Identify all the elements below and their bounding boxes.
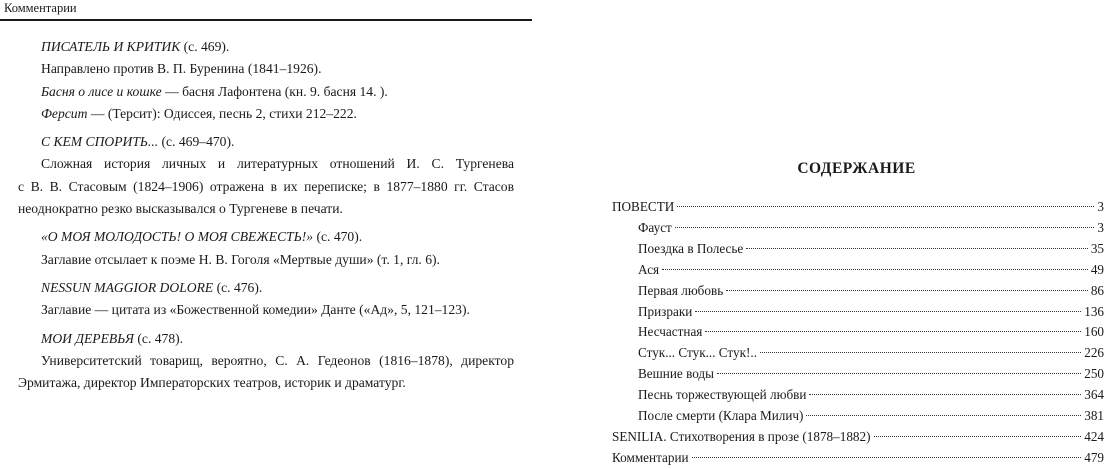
toc-leader-dots — [662, 269, 1088, 270]
note-text: Университетский товарищ, вероятно, С. А. Гедеонов (1816–1878), директор — [41, 352, 514, 368]
note-entry — [0, 226, 514, 271]
toc-entry — [612, 197, 1104, 218]
note-text: Эрмитажа, директор Императорских театров, историк и драматург. — [18, 375, 406, 391]
toc-entry-page: 250 — [1084, 366, 1104, 382]
note-line — [0, 176, 514, 198]
toc-leader-dots — [809, 394, 1081, 395]
toc-leader-dots — [760, 352, 1081, 353]
note-text: Заглавие — цитата из «Божественной комедии» Данте («Ад», 5, 121–123). — [41, 302, 470, 318]
note-page-ref: (с. 470). — [313, 229, 363, 245]
note-title: ПИСАТЕЛЬ И КРИТИК — [41, 39, 181, 54]
toc-entry — [612, 302, 1104, 323]
toc-entry-page: 35 — [1090, 240, 1104, 256]
note-entry — [0, 277, 514, 322]
note-title: NESSUN MAGGIOR DOLORE — [41, 279, 214, 295]
toc-entry-label: Ася — [638, 261, 660, 277]
note-text: Сложная история личных и литературных отношений И. С. Тургенева — [41, 156, 514, 172]
note-page-ref: (с. 469–470). — [158, 134, 235, 150]
note-heading — [0, 36, 514, 58]
note-text: неоднократно резко высказывался о Тургеневе в печати. — [18, 201, 343, 217]
toc-entry-label: Первая любовь — [638, 282, 724, 298]
header-rule — [0, 19, 532, 21]
toc-entry — [612, 218, 1104, 239]
note-heading — [0, 131, 514, 153]
toc-entry-page: 136 — [1084, 303, 1104, 319]
toc-entry — [612, 343, 1104, 364]
note-page-ref: (с. 476). — [213, 279, 263, 295]
toc-leader-dots — [874, 436, 1082, 437]
toc-entry — [612, 385, 1104, 406]
toc-leader-dots — [675, 227, 1095, 228]
table-of-contents — [612, 197, 1104, 469]
toc-leader-dots — [677, 206, 1094, 207]
toc-leader-dots — [695, 311, 1081, 312]
note-title: «О МОЯ МОЛОДОСТЬ! О МОЯ СВЕЖЕСТЬ!» — [41, 229, 314, 245]
note-entry — [0, 131, 514, 220]
toc-entry — [612, 239, 1104, 260]
toc-entry-label: Комментарии — [612, 449, 689, 465]
toc-entry-page: 3 — [1097, 199, 1104, 214]
toc-entry-label: После смерти (Клара Милич) — [638, 408, 804, 424]
toc-entry-page: 381 — [1084, 408, 1104, 424]
note-line — [0, 153, 514, 175]
note-text: с В. В. Стасовым (1824–1906) отражена в их переписке; в 1877–1880 гг. Стасов — [18, 178, 514, 194]
toc-entry-label: Песнь торжествующей любви — [638, 387, 807, 403]
note-text: — (Терсит): Одиссея, песнь 2, стихи 212–222. — [87, 105, 357, 121]
toc-leader-dots — [692, 457, 1082, 458]
toc-leader-dots — [726, 290, 1088, 291]
left-page — [0, 0, 532, 452]
notes-list — [0, 36, 514, 400]
toc-entry-label: Вешние воды — [638, 366, 714, 382]
note-entry — [0, 36, 514, 125]
note-text: Направлено против В. П. Буренина (1841–1926). — [41, 61, 322, 77]
note-line — [0, 299, 514, 321]
toc-entry — [612, 260, 1104, 281]
toc-entry-label: Фауст — [638, 219, 672, 235]
note-text: — басня Лафонтена (кн. 9. басня 14. ). — [161, 83, 388, 99]
toc-entry-page: 226 — [1084, 345, 1104, 361]
toc-entry-page: 86 — [1090, 282, 1104, 298]
toc-entry-page: 49 — [1090, 261, 1104, 277]
note-title: С КЕМ СПОРИТЬ... — [41, 134, 159, 150]
note-line — [0, 350, 514, 372]
toc-entry — [612, 281, 1104, 302]
toc-entry-label: SENILIA. Стихотворения в прозе (1878–1882) — [612, 428, 871, 444]
note-page-ref: (с. 478). — [134, 330, 184, 346]
toc-entry-label: Стук... Стук... Стук!.. — [638, 345, 757, 361]
note-entry — [0, 328, 514, 395]
toc-leader-dots — [806, 415, 1081, 416]
toc-entry-page: 160 — [1084, 324, 1104, 340]
running-head: Комментарии — [4, 1, 77, 15]
toc-entry-label: Призраки — [638, 303, 693, 319]
note-line — [0, 372, 514, 394]
toc-entry-label: Поездка в Полесье — [638, 240, 744, 256]
toc-entry — [612, 406, 1104, 427]
toc-title: СОДЕРЖАНИЕ — [797, 160, 916, 177]
note-page-ref: (с. 469). — [180, 39, 230, 54]
toc-entry-label: ПОВЕСТИ — [612, 199, 675, 214]
note-line — [0, 81, 514, 103]
note-text: Заглавие отсылает к поэме Н. В. Гоголя «Мертвые души» (т. 1, гл. 6). — [41, 251, 440, 267]
toc-entry — [612, 448, 1104, 469]
toc-entry-page: 364 — [1084, 387, 1104, 403]
note-heading — [0, 226, 514, 248]
toc-leader-dots — [746, 248, 1088, 249]
note-line — [0, 58, 514, 80]
note-line — [0, 198, 514, 220]
note-heading — [0, 277, 514, 299]
toc-entry — [612, 364, 1104, 385]
note-title: МОИ ДЕРЕВЬЯ — [41, 330, 134, 346]
toc-entry-page: 479 — [1084, 449, 1104, 465]
toc-leader-dots — [705, 331, 1081, 332]
toc-leader-dots — [717, 373, 1081, 374]
toc-entry-label: Несчастная — [638, 324, 703, 340]
toc-entry-page: 3 — [1097, 219, 1104, 235]
note-italic: Басня о лисе и кошке — [41, 83, 162, 99]
note-line — [0, 249, 514, 271]
toc-entry — [612, 322, 1104, 343]
toc-entry — [612, 427, 1104, 448]
right-page — [604, 0, 1114, 465]
note-heading — [0, 328, 514, 350]
note-italic: Ферсит — [41, 105, 88, 121]
note-line — [0, 103, 514, 125]
toc-entry-page: 424 — [1084, 428, 1104, 444]
